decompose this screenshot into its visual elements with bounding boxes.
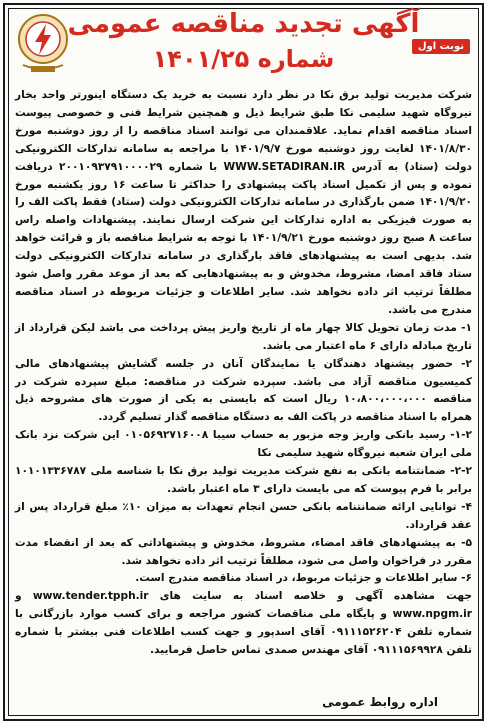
contact-paragraph: جهت مشاهده آگهی و خلاصه اسناد به سایت های www.tender.tpph.ir و www.npgm.ir و پایگاه ملی مناقصات کشور مراجعه و برای کسب موارد بازرگانی با شماره تلفن ۰۹۱۱۱۵۲۶۲۰۴ آقای اسدپور و جهت کسب اطلاعات فنی بیشتر با شماره تلفن ۰۹۱۱۱۵۶۹۹۲۸ آقای مهندس صمدی تماس حاصل فرمایید.	[15, 590, 473, 657]
clause-1: ۱- مدت زمان تحویل کالا چهار ماه از تاریخ واریز پیش پرداخت می باشد لیکن قرارداد از تاریخ مبادله دارای ۶ ماه اعتبار می باشد.	[15, 321, 472, 352]
tender-number: شماره ۱۴۰۱/۲۵	[152, 45, 335, 73]
ad-frame	[3, 3, 484, 721]
ad-title: آگهی تجدید مناقصه عمومی	[67, 9, 420, 39]
signature: اداره روابط عمومی	[322, 695, 438, 709]
first-issue-badge: نوبت اول	[412, 39, 470, 54]
clause-2-2: ۲-۲- ضمانتنامه بانکی به نفع شرکت مدیریت تولید برق نکا با شناسه ملی ۱۰۱۰۱۳۳۶۷۸۷ برابر با فرم پیوست که می بایست دارای ۳ ماه اعتبار باشد.	[15, 465, 472, 495]
ad-body	[15, 87, 472, 660]
clause-6: ۶- سایر اطلاعات و جزئیات مربوط، در اسناد مناقصه مندرج است.	[135, 572, 472, 585]
clause-2: ۲- حضور پیشنهاد دهندگان یا نمایندگان آنان در جلسه گشایش پیشنهادهای مالی کمیسیون مناقصه آزاد می باشد. سپرده شرکت در مناقصه: مبلغ سپرده شرکت در مناقصه ۱۰،۸۰۰،۰۰۰،۰۰۰ ریال است که بایستی به یکی از صورت های مشروحه ذیل همراه با اسناد مناقصه در پاکت الف به دستگاه مناقصه گذار تسلیم گردد.	[15, 357, 472, 424]
clause-2-1: ۱-۲- رسید بانکی واریز وجه مزبور به حساب سیبا ۰۱۰۵۶۹۲۷۱۶۰۰۸ این شرکت نزد بانک ملی ایران شعبه نیروگاه شهید سلیمی نکا	[15, 429, 472, 460]
clause-4: ۴- توانایی ارائه ضمانتنامه بانکی حسن انجام تعهدات به میزان ۱۰٪ مبلغ قرارداد پس از عقد قرارداد.	[15, 500, 473, 531]
clause-5: ۵- به پیشنهادهای فاقد امضاء، مشروط، مخدوش و پیشنهاداتی که بعد از انقضاء مدت مقرر در فراخوان واصل می شود، مطلقاً ترتیب اثر داده نخواهد شد.	[15, 536, 472, 567]
intro-paragraph: شرکت مدیریت تولید برق نکا در نظر دارد نسبت به خرید یک دستگاه اینورتر واحد بخار نیروگاه شهید سلیمی نکا طبق شرایط ذیل و همچنین شرایط فنی و خصوصی پیوست اسناد مناقصه اقدام نماید. علاقمندان می توانند اسناد مناقصه را از روز دوشنبه مورخ ۱۴۰۱/۸/۳۰ لغایت روز دوشنبه مورخ ۱۴۰۱/۹/۷ با مراجعه به سامانه تدارکات الکترونیکی دولت (ستاد) به آدرس WWW.SETADIRAN.IR با شماره ۲۰۰۱۰۹۳۷۹۱۰۰۰۰۲۹ دریافت نموده و پس از تکمیل اسناد پاکت پیشنهادی را حداکثر تا ساعت ۱۶ روز یکشنبه مورخ ۱۴۰۱/۹/۲۰ ضمن بارگذاری در سامانه تدارکات الکترونیکی دولت (ستاد) فقط پاکت الف را به صورت فیزیکی به اداره تدارکات این شرکت ارسال نمایند. پیشنهادات واصله راس ساعت ۸ صبح روز دوشنبه مورخ ۱۴۰۱/۹/۲۱ با توجه به شرایط مناقصه باز و قرائت خواهد شد. بدیهی است به پیشنهادهای فاقد بارگذاری در سامانه تدارکات الکترونیکی دولت ستاد فاقد امضا، مشروط، مخدوش و به پیشنهادهایی که بعد از موعد مقرر واصل شود مطلقاً ترتیب اثر داده نخواهد شد. سایر اطلاعات و جزئیات مربوطه در اسناد مناقصه مندرج می باشد.	[15, 89, 472, 316]
